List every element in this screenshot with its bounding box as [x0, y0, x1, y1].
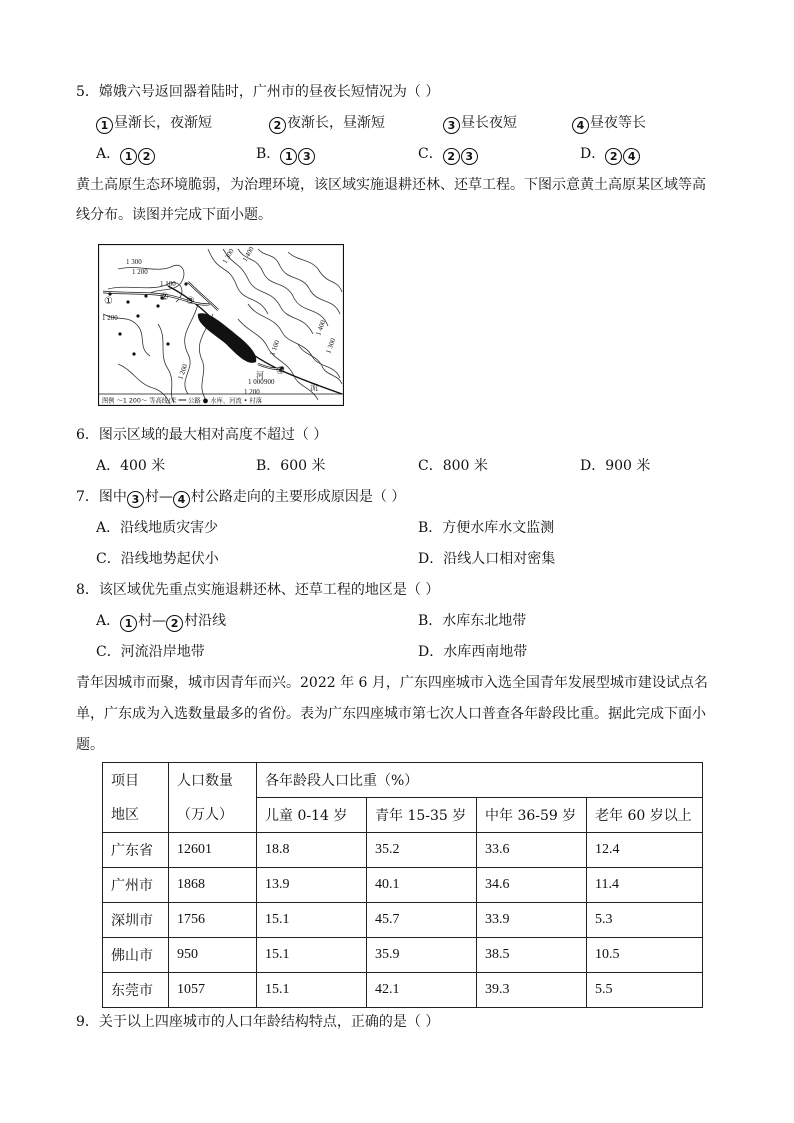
population-cell: 1756 — [169, 903, 257, 938]
population-cell: 1057 — [169, 973, 257, 1008]
q7-stem-mid: 村— — [144, 489, 173, 505]
region-cell: 东莞市 — [103, 973, 169, 1008]
q6-option-b[interactable]: B．600 米 — [256, 458, 326, 474]
statement-text: 昼长夜短 — [461, 115, 517, 131]
contour-label: 1 100 — [160, 280, 176, 288]
q7-stem-suffix: 村公路走向的主要形成原因是（ ） — [190, 489, 406, 505]
circle-number: 3 — [127, 491, 144, 508]
value-cell: 15.1 — [257, 973, 367, 1008]
q8-option-a-suffix: 村沿线 — [184, 613, 227, 629]
contour-label: 900 — [264, 378, 275, 386]
circle-number: 1 — [120, 148, 137, 165]
map-legend: 图例 ～1 200～ 等高线/米 ══ 公路 ● 水库、河流 • 村落 — [102, 397, 262, 405]
circle-number: 3 — [461, 148, 478, 165]
q5-statement-4 — [572, 113, 646, 134]
q5-statement-3 — [443, 113, 517, 134]
q7-option-d[interactable]: D．沿线人口相对密集 — [418, 551, 556, 567]
population-header-line1: 人口数量 — [177, 772, 233, 789]
option-letter: C． — [418, 146, 443, 162]
village-label-3: ③ — [186, 296, 195, 307]
q5-option-c[interactable] — [418, 144, 479, 165]
village-label-1: ① — [104, 296, 113, 307]
q6-option-a[interactable]: A．400 米 — [96, 458, 166, 474]
value-cell: 33.6 — [477, 833, 587, 868]
value-cell: 45.7 — [367, 903, 477, 938]
value-cell: 38.5 — [477, 938, 587, 973]
contour-label: 1 300 — [126, 258, 142, 266]
value-cell: 5.5 — [587, 973, 703, 1008]
option-letter: D． — [580, 146, 606, 162]
value-cell: 39.3 — [477, 973, 587, 1008]
value-cell: 18.8 — [257, 833, 367, 868]
statement-text: 夜渐长，昼渐短 — [287, 115, 385, 131]
value-cell: 35.9 — [367, 938, 477, 973]
q8-option-b[interactable]: B．水库东北地带 — [418, 613, 527, 629]
q6-option-c[interactable]: C．800 米 — [418, 458, 488, 474]
q7-stem — [76, 487, 405, 508]
river-label-1: 河 — [256, 371, 264, 380]
contour-label: 1 200 — [176, 363, 190, 381]
age-header-middle: 中年 36-59 岁 — [477, 798, 587, 833]
q8-option-a-mid: 村— — [138, 613, 167, 629]
circle-number: 3 — [443, 117, 460, 134]
contour-label: 1 100 — [268, 339, 282, 357]
circle-number: 2 — [443, 148, 460, 165]
value-cell: 13.9 — [257, 868, 367, 903]
q5-statement-2 — [269, 113, 385, 134]
q5-option-a[interactable] — [96, 144, 156, 165]
region-cell: 广州市 — [103, 868, 169, 903]
circle-number: 4 — [173, 491, 190, 508]
value-cell: 5.3 — [587, 903, 703, 938]
q8-option-a[interactable] — [96, 611, 226, 632]
circle-number: 2 — [269, 117, 286, 134]
contour-label: 1 000 — [248, 378, 264, 386]
value-cell: 15.1 — [257, 938, 367, 973]
value-cell: 33.9 — [477, 903, 587, 938]
population-cell: 950 — [169, 938, 257, 973]
circle-number: 2 — [605, 148, 622, 165]
age-header-youth: 青年 15-35 岁 — [367, 798, 477, 833]
contour-label: 1 400 — [314, 319, 328, 337]
statement-text: 昼渐长，夜渐短 — [114, 115, 212, 131]
circle-number: 2 — [138, 148, 155, 165]
circle-number: 1 — [120, 615, 137, 632]
q5-option-b[interactable] — [256, 144, 316, 165]
option-letter: B． — [256, 146, 281, 162]
q9-stem: 9．关于以上四座城市的人口年龄结构特点，正确的是（ ） — [76, 1014, 440, 1030]
q8-stem: 8．该区域优先重点实施退耕还林、还草工程的地区是（ ） — [76, 582, 440, 598]
village-label-4: ④ — [276, 366, 285, 377]
value-cell: 11.4 — [587, 868, 703, 903]
contour-label: 1 200 — [102, 314, 118, 322]
q8-option-d[interactable]: D．水库西南地带 — [418, 644, 528, 660]
circle-number: 2 — [166, 615, 183, 632]
q7-option-c[interactable]: C．沿线地势起伏小 — [96, 551, 219, 567]
population-cell: 12601 — [169, 833, 257, 868]
q7-option-b[interactable]: B．方便水库水文监测 — [418, 520, 555, 536]
table-row — [103, 903, 703, 938]
table-row — [103, 973, 703, 1008]
contour-label: 1 300 — [324, 337, 338, 355]
contour-map-svg — [98, 244, 344, 406]
contour-label: 1 300 — [220, 247, 236, 265]
region-cell: 佛山市 — [103, 938, 169, 973]
passage2-line3: 题。 — [76, 737, 104, 753]
value-cell: 15.1 — [257, 903, 367, 938]
value-cell: 42.1 — [367, 973, 477, 1008]
age-header-child: 儿童 0-14 岁 — [257, 798, 367, 833]
region-cell: 深圳市 — [103, 903, 169, 938]
population-header-line2: （万人） — [177, 806, 233, 823]
age-group-header: 各年龄段人口比重（%） — [257, 763, 703, 798]
river-label-2: 流 — [310, 383, 318, 392]
q8-option-c[interactable]: C．河流沿岸地带 — [96, 644, 205, 660]
contour-label: 1 400 — [240, 245, 256, 263]
q6-option-d[interactable]: D．900 米 — [580, 458, 651, 474]
circle-number: 4 — [623, 148, 640, 165]
value-cell: 34.6 — [477, 868, 587, 903]
contour-label: 1 200 — [244, 388, 260, 396]
q5-statement-1 — [96, 113, 212, 134]
corner-bottom-label: 地区 — [111, 806, 139, 823]
population-header-cell — [169, 763, 257, 833]
q5-option-d[interactable] — [580, 144, 641, 165]
table-row — [103, 868, 703, 903]
age-header-elderly: 老年 60 岁以上 — [587, 798, 703, 833]
passage1-line1: 黄土高原生态环境脆弱，为治理环境，该区域实施退耕还林、还草工程。下图示意黄土高原某区域等高 — [76, 177, 706, 193]
passage1-line2: 线分布。读图并完成下面小题。 — [76, 207, 272, 223]
value-cell: 40.1 — [367, 868, 477, 903]
contour-map — [98, 244, 344, 406]
village-label-2: ② — [160, 292, 169, 303]
circle-number: 3 — [298, 148, 315, 165]
passage2-line2: 单，广东成为入选数量最多的省份。表为广东四座城市第七次人口普查各年龄段比重。据此完成下面小 — [76, 706, 706, 722]
q5-stem: 5．嫦娥六号返回器着陆时，广州市的昼夜长短情况为（ ） — [76, 84, 440, 100]
region-cell: 广东省 — [103, 833, 169, 868]
population-table — [102, 762, 703, 1008]
corner-top-label: 项目 — [111, 772, 139, 789]
passage2-line1: 青年因城市而聚，城市因青年而兴。2022 年 6 月，广东四座城市入选全国青年发展型城市建设试点名 — [76, 675, 708, 691]
contour-label: 1 200 — [132, 268, 148, 276]
option-letter: A． — [96, 146, 121, 162]
table-corner-cell — [103, 763, 169, 833]
q7-stem-prefix: 7．图中 — [76, 489, 127, 505]
statement-text: 昼夜等长 — [590, 115, 646, 131]
q6-stem: 6．图示区域的最大相对高度不超过（ ） — [76, 427, 328, 443]
value-cell: 35.2 — [367, 833, 477, 868]
circle-number: 4 — [572, 117, 589, 134]
table-row — [103, 833, 703, 868]
value-cell: 12.4 — [587, 833, 703, 868]
option-letter: A． — [96, 613, 121, 629]
table-header-row-1 — [103, 763, 703, 798]
circle-number: 1 — [96, 117, 113, 134]
circle-number: 1 — [280, 148, 297, 165]
table-row — [103, 938, 703, 973]
population-cell: 1868 — [169, 868, 257, 903]
value-cell: 10.5 — [587, 938, 703, 973]
q7-option-a[interactable]: A．沿线地质灾害少 — [96, 520, 219, 536]
